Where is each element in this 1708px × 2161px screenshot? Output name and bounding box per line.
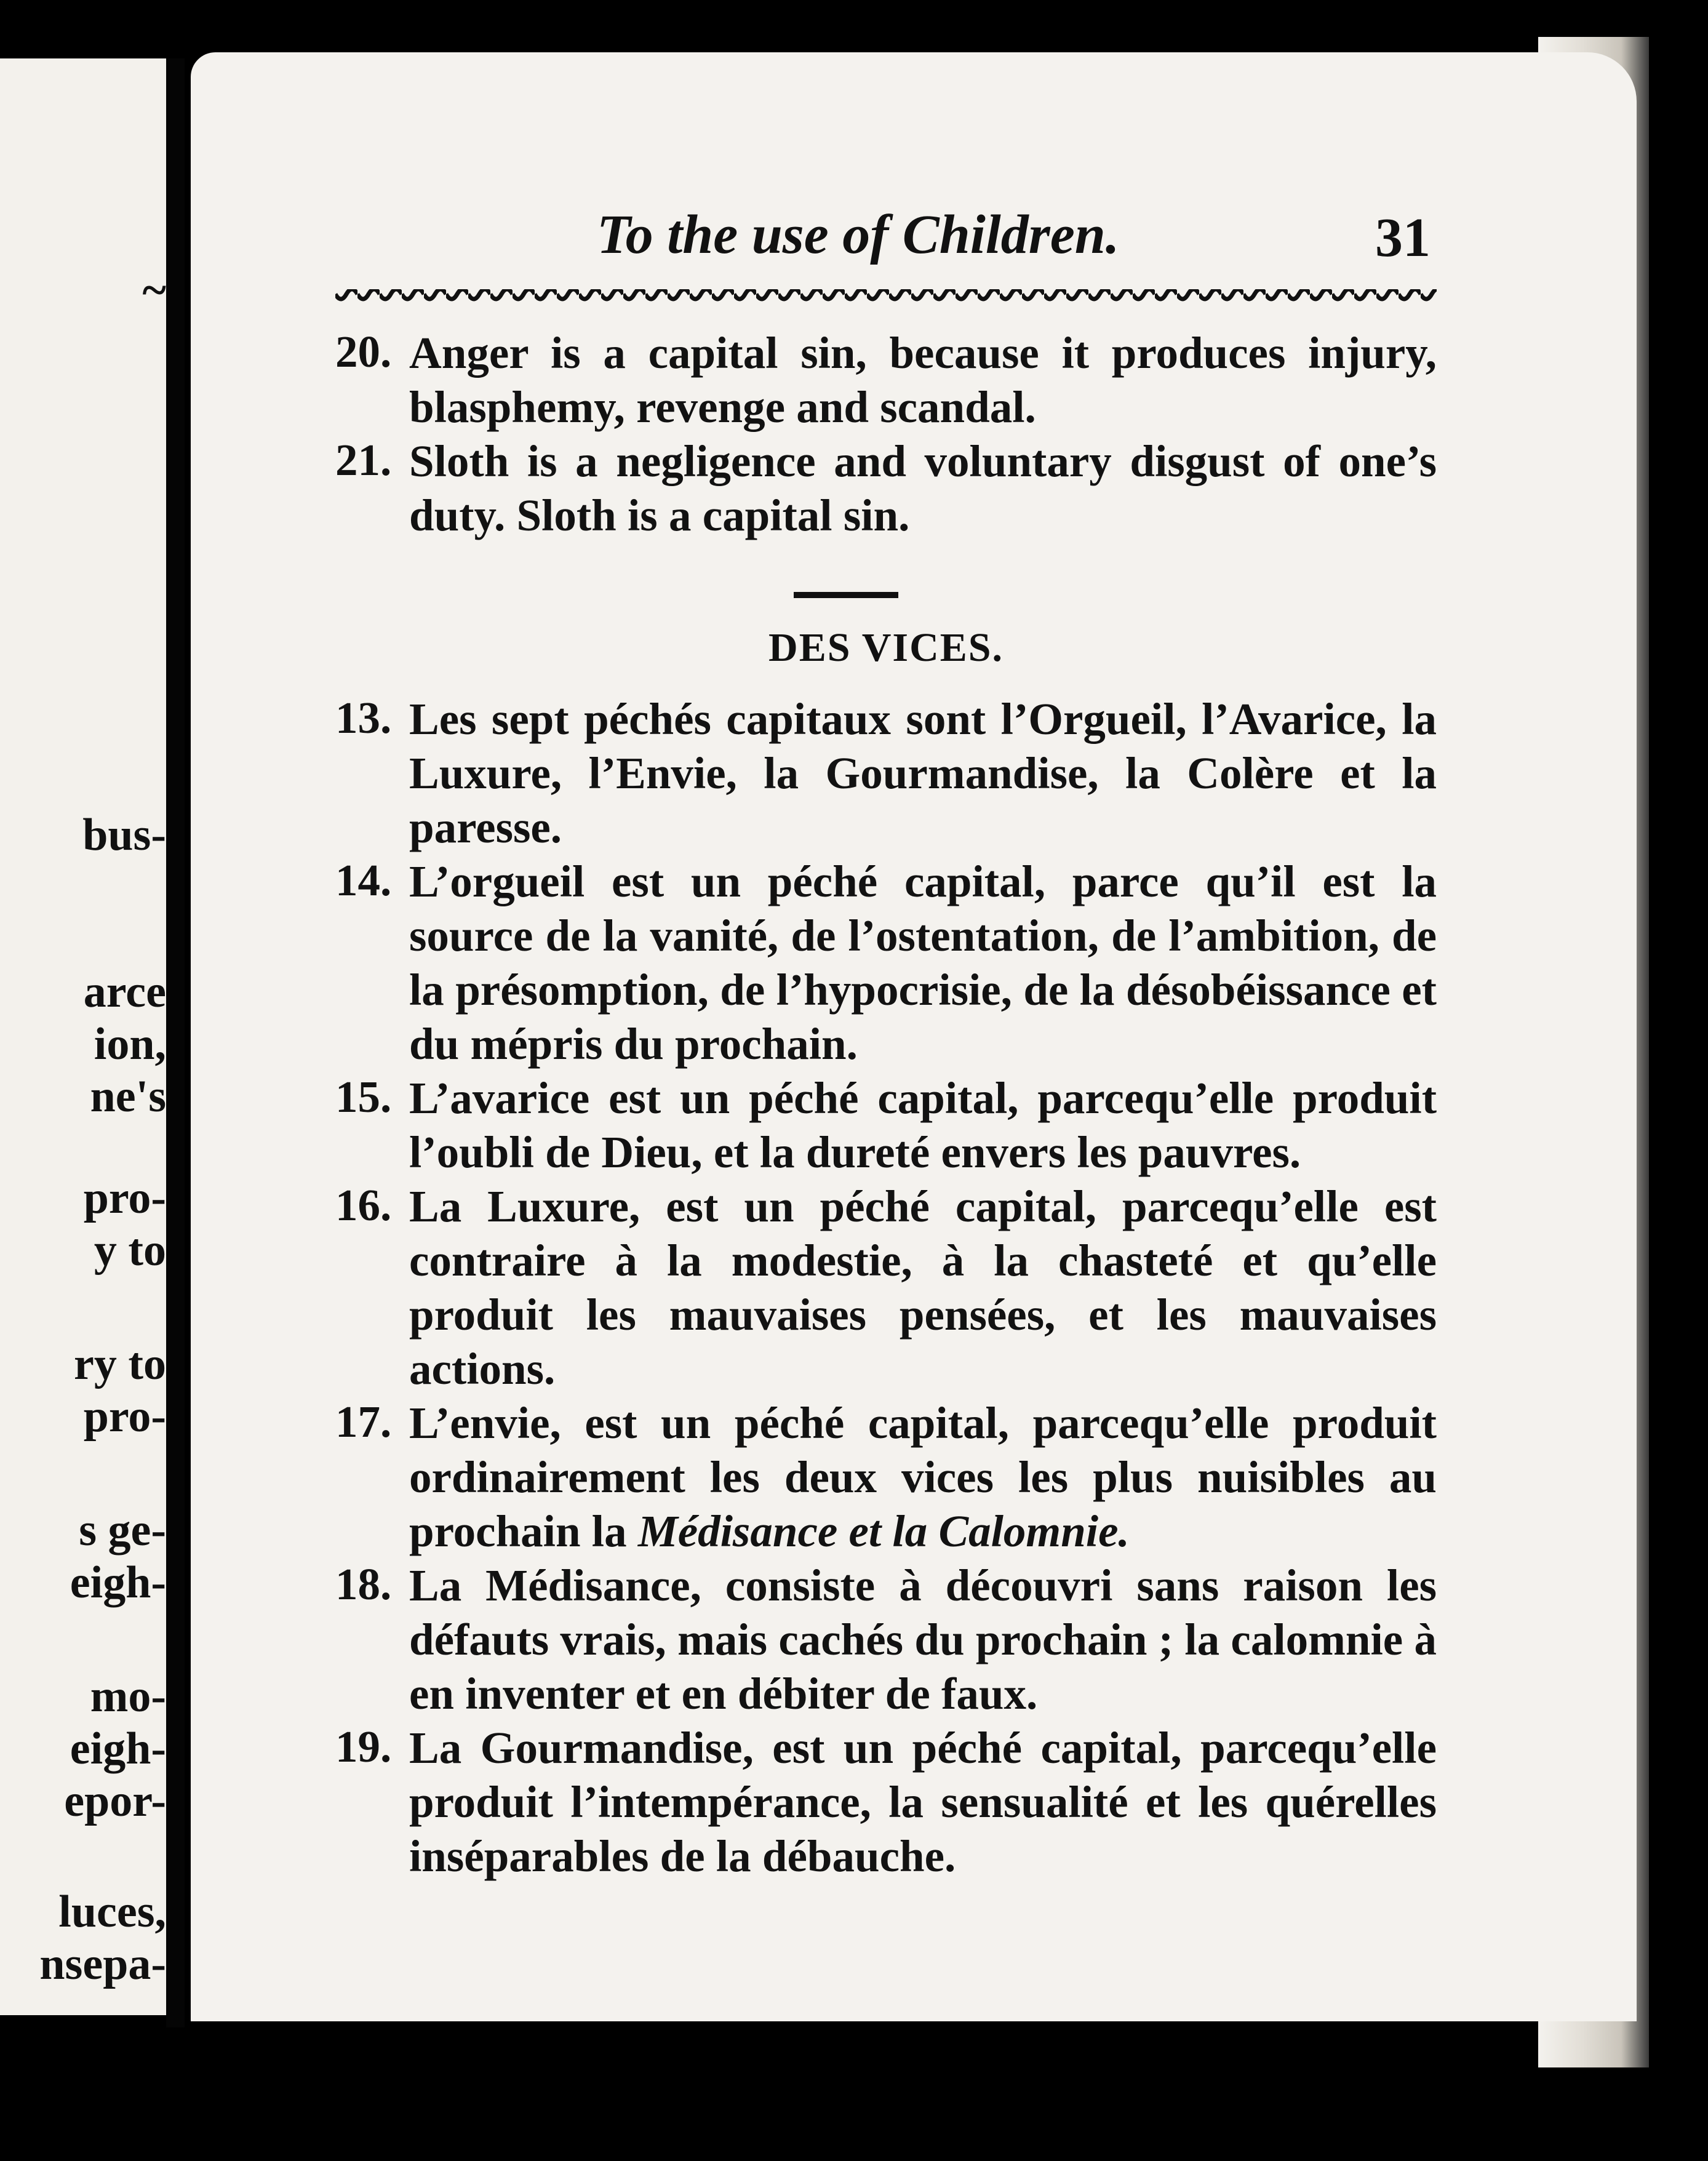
entry-text: La Luxure, est un péché capital, parcequ’elle est contraire à la modestie, à la chasteté et qu’elle produit les mauvaises pensées, et les mauvaises actions. [409,1181,1437,1394]
left-page-line: luces, [58,1887,166,1937]
ornamental-wavy-rule [335,289,1437,305]
entry-number: 20. [335,327,392,377]
english-entries [335,326,1437,543]
entry-text: Les sept péchés capitaux sont l’Orgueil, l’Avarice, la Luxure, l’Envie, la Gourmandise, la Colère et la paresse. [409,694,1437,852]
left-page-line: ion, [94,1019,166,1069]
left-page-line: nsepa- [39,1939,166,1989]
entry-number: 14. [335,855,392,905]
left-page-line: eigh- [70,1724,166,1774]
entry-text: Sloth is a negligence and voluntary disgust of one’s duty. Sloth is a capital sin. [409,436,1437,540]
left-page-line: arce [83,967,166,1017]
left-page-line: mo- [90,1671,166,1722]
entry-number: 17. [335,1397,392,1447]
left-page-line: y to [94,1225,166,1276]
numbered-entry [335,1180,1437,1396]
entry-number: 16. [335,1180,392,1230]
numbered-entry [335,1559,1437,1721]
entry-number: 18. [335,1559,392,1609]
numbered-entry [335,855,1437,1071]
entry-text: L’orgueil est un péché capital, parce qu’il est la source de la vanité, de l’ostentation, de l’ambition, de la présomption, de l’hypocrisie, de la désobéissance et du mépris du prochain. [409,857,1437,1069]
left-page-line: pro- [83,1391,166,1442]
section-heading: DES VICES. [768,625,1004,670]
entry-text: La Médisance, consiste à découvri sans raison les défauts vrais, mais cachés du prochain ; la calomnie à en inventer et en débiter de faux. [409,1560,1437,1719]
entry-text-mixed [335,1396,1437,1559]
entry-text: La Gourmandise, est un péché capital, parcequ’elle produit l’intempérance, la sensualité et les quérelles inséparables de la débauche. [409,1723,1437,1881]
left-page-line: s ge- [79,1505,166,1556]
left-page-line: pro- [83,1173,166,1223]
french-entries [335,692,1437,1883]
section-divider [794,592,898,598]
entry-text-italic: Médisance et la Calomnie. [637,1506,1130,1556]
entry-text: Anger is a capital sin, because it produces injury, blasphemy, revenge and scandal. [409,328,1437,432]
entry-number: 15. [335,1072,392,1122]
left-page-line: ne's [90,1071,166,1122]
left-page-line: ~ [142,265,166,316]
book-gutter [166,58,185,2027]
page-number: 31 [1375,207,1431,268]
entry-number: 21. [335,435,392,485]
running-header: To the use of Children. [597,204,1120,265]
numbered-entry [335,326,1437,434]
numbered-entry [335,434,1437,543]
entry-number: 13. [335,693,392,743]
entry-text: L’envie, est un péché capital, parcequ’elle produit ordinairement les deux vices les plus nuisibles au prochain la [409,1398,1437,1556]
numbered-entry [335,692,1437,855]
previous-page-fragment [0,58,166,2015]
entry-text: L’avarice est un péché capital, parcequ’elle produit l’oubli de Dieu, et la dureté envers les pauvres. [409,1073,1437,1177]
entry-number: 19. [335,1722,392,1772]
left-page-line: bus- [82,810,166,860]
numbered-entry [335,1071,1437,1180]
left-page-line: epor- [64,1776,166,1826]
numbered-entry [335,1721,1437,1883]
left-page-line: eigh- [70,1557,166,1608]
numbered-entry [335,1396,1437,1559]
left-page-line: ry to [74,1339,166,1389]
